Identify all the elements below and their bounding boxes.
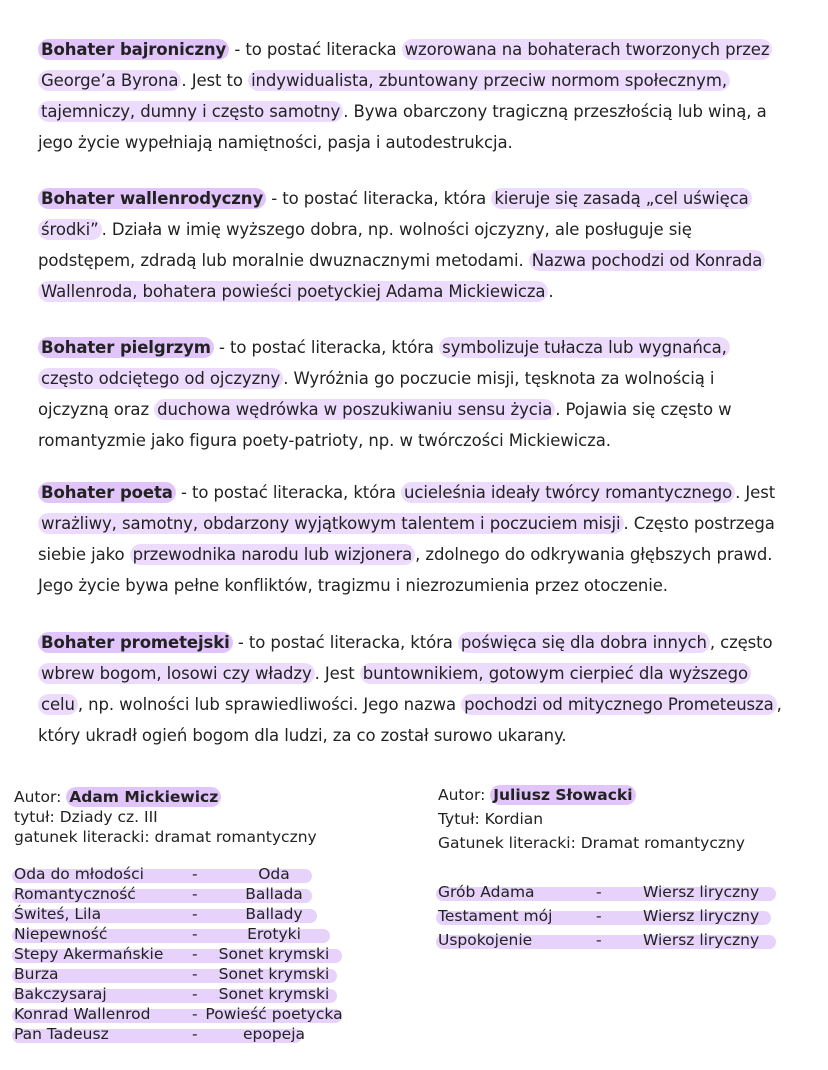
- work-genre: Ballada: [245, 885, 303, 903]
- highlighted-phrase: przewodnika narodu lub wizjonera: [130, 544, 416, 565]
- definition-text: . Pojawia się często w romantyzmie jako figura poety-patrioty, np. w twórczości Mickiewicza.: [38, 400, 732, 450]
- work-genre: Wiersz liryczny: [643, 931, 760, 949]
- work-row: [438, 883, 788, 907]
- author-label: Autor:: [438, 786, 486, 804]
- works-list: [438, 883, 788, 955]
- work-genre: Oda: [258, 865, 290, 883]
- work-genre: epopeja: [242, 1025, 306, 1043]
- definition-text: , zdolnego do odkrywania głębszych prawd. Jego życie bywa pełne konfliktów, tragizmu i niezrozumienia przez otoczenie.: [38, 545, 773, 595]
- work-title: Testament mój: [438, 907, 553, 925]
- term-heading: Bohater poeta: [38, 482, 176, 503]
- work-dash: -: [192, 925, 198, 943]
- genre-line: Gatunek literacki: Dramat romantyczny: [438, 834, 745, 852]
- definition-text: . Jest to: [181, 71, 249, 90]
- work-genre: Ballady: [245, 905, 303, 923]
- work-title: Stepy Akermańskie: [14, 945, 164, 963]
- highlighted-phrase: kieruje się zasadą „cel uświęca środki”: [38, 188, 752, 240]
- author-name: Juliusz Słowacki: [490, 785, 635, 805]
- work-dash: -: [192, 985, 198, 1003]
- work-row: [14, 945, 354, 965]
- term-heading: Bohater pielgrzym: [38, 337, 214, 358]
- work-title: Bakczysaraj: [14, 985, 107, 1003]
- definition-wallenrodyczny: [38, 183, 783, 307]
- work-row: [14, 885, 354, 905]
- work-dash: -: [192, 1005, 198, 1023]
- author-line: [438, 785, 788, 805]
- author-label: Autor:: [14, 788, 62, 806]
- work-dash: -: [192, 945, 198, 963]
- highlighted-phrase: buntownikiem, gotowym cierpieć dla wyższego celu: [38, 663, 751, 715]
- work-title: Pan Tadeusz: [14, 1025, 109, 1043]
- work-row: [14, 1025, 354, 1045]
- work-genre: Sonet krymski: [218, 985, 330, 1003]
- work-genre: Sonet krymski: [218, 945, 330, 963]
- work-genre: Sonet krymski: [218, 965, 330, 983]
- work-genre: Wiersz liryczny: [643, 907, 760, 925]
- definition-text: - to postać literacka, która: [232, 633, 458, 652]
- work-title: Grób Adama: [438, 883, 535, 901]
- title-line: tytuł: Dziady cz. III: [14, 808, 158, 826]
- highlighted-phrase: symbolizuje tułacza lub wygnańca, często odciętego od ojczyzny: [38, 337, 730, 389]
- work-row: [14, 865, 354, 885]
- highlighted-phrase: wrażliwy, samotny, obdarzony wyjątkowym talentem i poczuciem misji: [38, 513, 624, 534]
- work-title: Konrad Wallenrod: [14, 1005, 151, 1023]
- work-title: Niepewność: [14, 925, 108, 943]
- work-dash: -: [192, 885, 198, 903]
- definition-text: - to postać literacka, która: [266, 189, 492, 208]
- definition-text: . Bywa obarczony tragiczną przeszłością lub winą, a jego życie wypełniają namiętności, pasja i autodestrukcja.: [38, 102, 767, 152]
- highlighted-phrase: duchowa wędrówka w poszukiwaniu sensu życia: [154, 399, 555, 420]
- definition-pielgrzym: [38, 332, 783, 456]
- term-heading: Bohater prometejski: [38, 632, 233, 653]
- definition-poeta: [38, 477, 783, 601]
- definition-text: . Jest: [314, 664, 360, 683]
- work-dash: -: [596, 931, 602, 949]
- works-list: [14, 865, 354, 1045]
- work-dash: -: [192, 865, 198, 883]
- work-title: Uspokojenie: [438, 931, 533, 949]
- definition-bajroniczny: [38, 34, 783, 158]
- mickiewicz-section: [14, 787, 354, 1045]
- highlighted-phrase: wzorowana na bohaterach tworzonych przez George’a Byrona: [38, 39, 772, 91]
- definition-text: . Jest: [735, 483, 776, 502]
- author-name: Adam Mickiewicz: [66, 787, 221, 807]
- genre-line: gatunek literacki: dramat romantyczny: [14, 828, 317, 846]
- work-row: [438, 907, 788, 931]
- highlighted-phrase: ucieleśnia ideały twórcy romantycznego: [401, 482, 735, 503]
- work-dash: -: [192, 905, 198, 923]
- highlighted-phrase: poświęca się dla dobra innych: [458, 632, 710, 653]
- highlighted-phrase: wbrew bogom, losowi czy władzy: [38, 663, 315, 684]
- work-dash: -: [596, 883, 602, 901]
- author-line: [14, 787, 354, 807]
- definition-text: , często: [709, 633, 773, 652]
- work-row: [14, 925, 354, 945]
- definition-text: . Często postrzega siebie jako: [38, 514, 775, 564]
- work-dash: -: [192, 1025, 198, 1043]
- work-genre: Wiersz liryczny: [643, 883, 760, 901]
- definition-text: , np. wolności lub sprawiedliwości. Jego nazwa: [77, 695, 462, 714]
- work-row: [14, 1005, 354, 1025]
- work-genre: Powieść poetycka: [205, 1005, 343, 1023]
- work-title: Romantyczność: [14, 885, 136, 903]
- work-title: Oda do młodości: [14, 865, 144, 883]
- highlighted-phrase: pochodzi od mitycznego Prometeusza: [461, 694, 776, 715]
- definition-text: , który ukradł ogień bogom dla ludzi, za co został surowo ukarany.: [38, 695, 782, 745]
- work-row: [438, 931, 788, 955]
- work-title: Świteś, Lila: [14, 905, 102, 923]
- work-row: [14, 905, 354, 925]
- definition-text: . Działa w imię wyższego dobra, np. wolności ojczyzny, ale posługuje się podstępem, zdradą lub moralnie dwuznacznymi metodami.: [38, 220, 692, 270]
- work-row: [14, 965, 354, 985]
- slowacki-section: [438, 785, 788, 955]
- highlighted-phrase: indywidualista, zbuntowany przeciw normom społecznym, tajemniczy, dumny i często samotny: [38, 70, 730, 122]
- definition-text: .: [548, 282, 554, 301]
- definition-text: - to postać literacka, która: [175, 483, 402, 502]
- term-heading: Bohater bajroniczny: [38, 39, 229, 60]
- work-dash: -: [192, 965, 198, 983]
- term-heading: Bohater wallenrodyczny: [38, 188, 266, 209]
- work-dash: -: [596, 907, 602, 925]
- definition-text: - to postać literacka, która: [213, 338, 440, 357]
- definition-text: . Wyróżnia go poczucie misji, tęsknota za wolnością i ojczyzną oraz: [38, 369, 715, 419]
- highlighted-phrase: Nazwa pochodzi od Konrada Wallenroda, bohatera powieści poetyckiej Adama Mickiewicza: [38, 250, 765, 302]
- definition-text: - to postać literacka: [229, 40, 402, 59]
- definition-prometejski: [38, 627, 783, 751]
- work-row: [14, 985, 354, 1005]
- work-title: Burza: [14, 965, 59, 983]
- work-genre: Erotyki: [247, 925, 301, 943]
- title-line: Tytuł: Kordian: [438, 810, 544, 828]
